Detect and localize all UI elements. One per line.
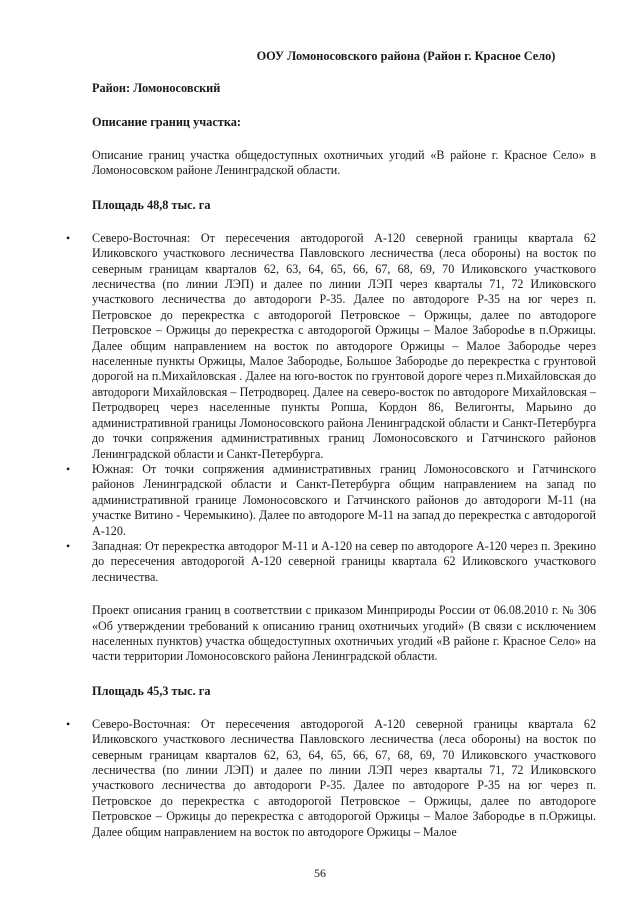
section2-area: Площадь 45,3 тыс. га xyxy=(92,683,211,698)
page-number: 56 xyxy=(314,866,326,880)
boundaries-intro: Описание границ участка общедоступных охотничьих угодий «В районе г. Красное Село» в Ломоносовском районе Ленинградской области. xyxy=(92,148,596,178)
list-item xyxy=(66,461,596,539)
section2-boundary-list xyxy=(66,716,596,840)
section1-area: Площадь 48,8 тыс. га xyxy=(92,197,211,212)
boundary-text: Южная: От точки сопряжения административных границ Ломоносовского и Гатчинского районов Ленинградской области и Санкт-Петербурга общим направлением на запад по административной границе Ломоносовского и Гатчинского районов до автодороги М-11 (на участке Витино - Черемыкино). Далее по автодороге М-11 на запад до перекрестка с автодорогой А-120. xyxy=(92,461,596,538)
boundaries-heading: Описание границ участка: xyxy=(92,115,241,129)
boundary-text: Северо-Восточная: От пересечения автодорогой А-120 северной границы квартала 62 Иликовского участкового лесничества Павловского лесничества (леса обороны) на восток по северным границам кварталов 62, 63, 64, 65, 66, 67, 68, 69, 70 Иликовского участкового лесничества (по линии ЛЭП) и далее по линии ЛЭП через кварталы 71, 72 Иликовского участкового лесничества до автодороги Р-35. Далее по автодороге Р-35 на юг через п. Петровское до перекрестка с автодорогой Петровское – Оржицы, далее по автодороге Петровское – Оржицы до перекрестка с автодорогой Оржицы – Малое Заборodье в п.Оржицы. Далее общим направлением на восток по автодороге Оржицы – Малое Забородье через населенные пункты Оржицы, Малое Забородье, Большое Забородье до перекрестка с грунтовой дорогой на п.Михайловская . Далее на юго-восток по грунтовой дороге через п.Михайловская до автодороги Михайловская – Петродворец. Далее на северо-восток по автодороге Михайловская – Петродворец через населенные пункты Ропша, Кордон 86, Велигонты, Марьино до административной границы Ломоносовского района Ленинградской области и Санкт-Петербурга до точки сопряжения административных границ Ломоносовского и Гатчинского районов Ленинградской области и Санкт-Петербурга. xyxy=(92,230,596,461)
bullet-icon: • xyxy=(66,461,71,476)
list-item xyxy=(66,538,596,585)
district-label: Район: Ломоносовский xyxy=(92,81,221,95)
document-title: ООУ Ломоносовского района (Район г. Красное Село) xyxy=(256,49,556,63)
boundary-text: Западная: От перекрестка автодорог М-11 и А-120 на север по автодороге А-120 через п. Зрекино до пересечения автодорогой А-120 северной границы квартала 62 Иликовского участкового лесничества. xyxy=(92,538,596,584)
section1-boundary-list xyxy=(66,230,596,585)
list-item xyxy=(66,716,596,840)
project-note: Проект описания границ в соответствии с приказом Минприроды России от 06.08.2010 г. № 306 «Об утверждении требований к описанию границ охотничьих угодий» (В связи с исключением населенных пунктов) участка общедоступных охотничьих угодий «В районе г. Красное Село» на части территории Ломоносовского района Ленинградской области. xyxy=(92,603,596,664)
bullet-icon: • xyxy=(66,538,71,553)
boundary-text: Северо-Восточная: От пересечения автодорогой А-120 северной границы квартала 62 Иликовского участкового лесничества Павловского лесничества (леса обороны) на восток по северным границам кварталов 62, 63, 64, 65, 66, 67, 68, 69, 70 Иликовского участкового лесничества (по линии ЛЭП) и далее по линии ЛЭП через кварталы 71, 72 Иликовского участкового лесничества до автодороги Р-35. Далее по автодороге Р-35 на юг через п. Петровское до перекрестка с автодорогой Петровское – Оржицы, далее по автодороге Петровское – Оржицы до перекрестка с автодорогой Оржицы – Малое Забородье в п.Оржицы. Далее общим направлением на восток по автодороге Оржицы – Малое xyxy=(92,716,596,839)
bullet-icon: • xyxy=(66,230,71,245)
bullet-icon: • xyxy=(66,716,71,731)
list-item xyxy=(66,230,596,462)
